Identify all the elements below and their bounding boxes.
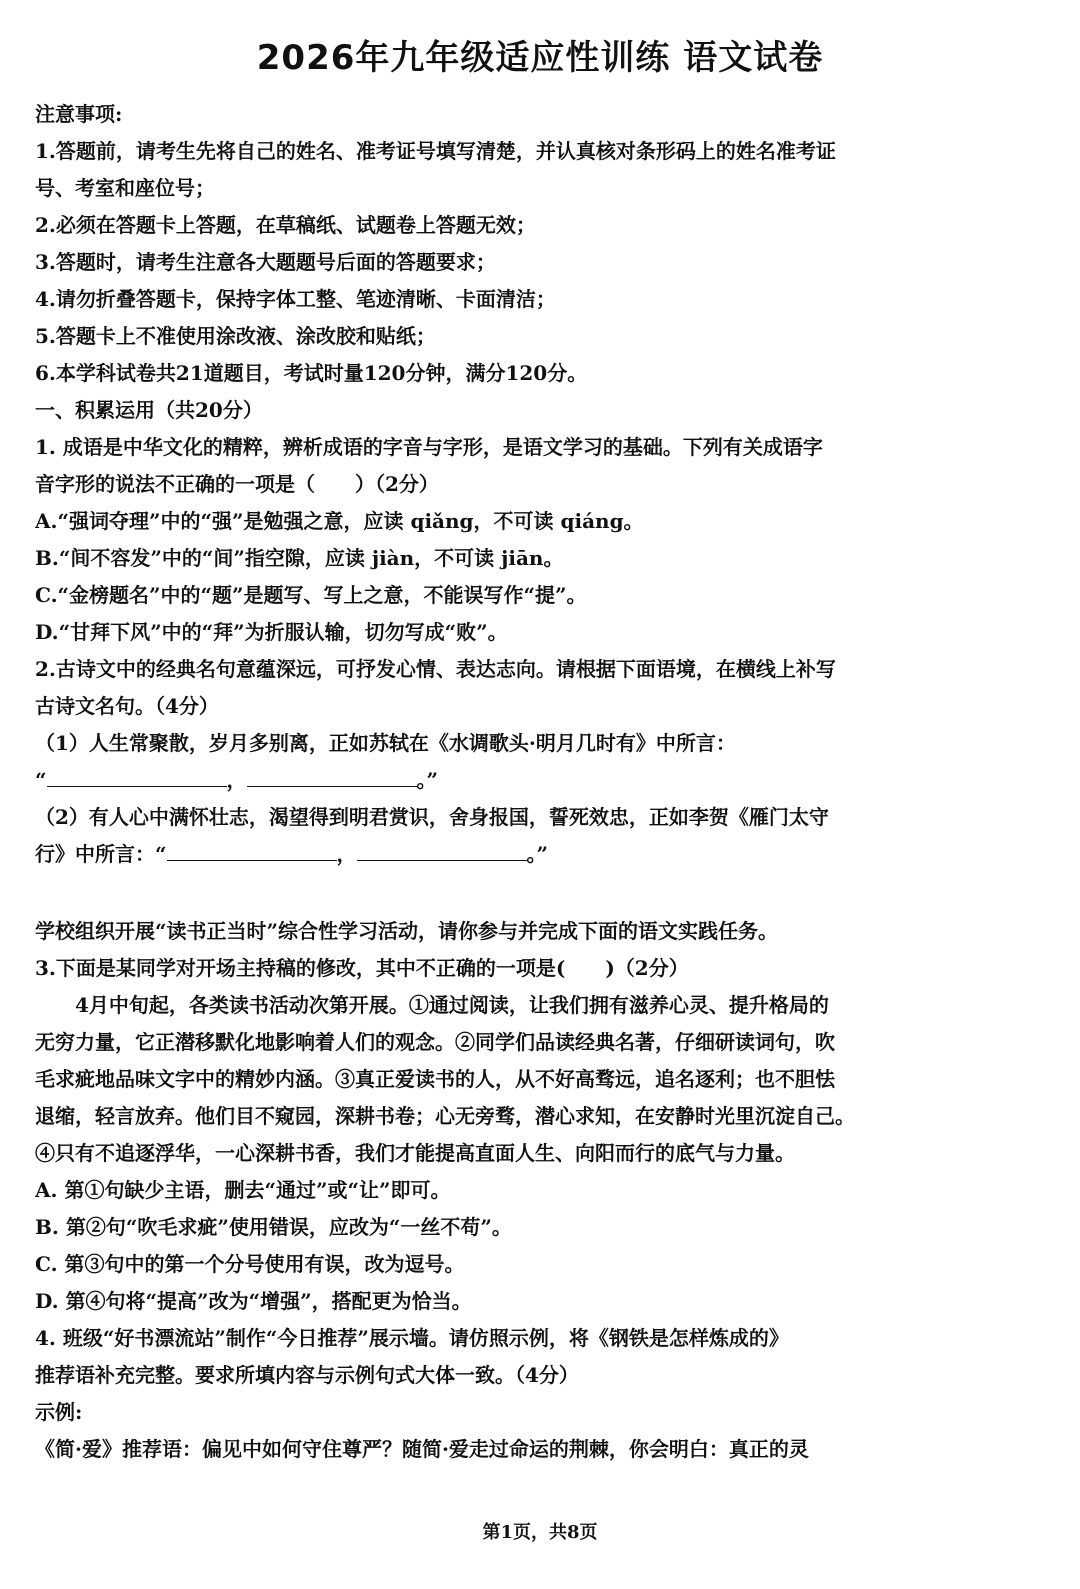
q3-option-a: A. 第①句缺少主语，删去“通过”或“让”即可。 <box>35 1178 451 1202</box>
answer-blank[interactable] <box>47 786 227 787</box>
q3-passage-line: 无穷力量，它正潜移默化地影响着人们的观念。②同学们品读经典名著，仔细研读词句，吹 <box>35 1030 835 1054</box>
q4-example: 《简·爱》推荐语：偏见中如何守住尊严？随简·爱走过命运的荆棘，你会明白：真正的灵 <box>35 1437 809 1461</box>
q3-option-d: D. 第④句将“提高”改为“增强”，搭配更为恰当。 <box>35 1289 472 1313</box>
page-number: 第1页，共8页 <box>482 1522 598 1543</box>
q2-part2: （2）有人心中满怀壮志，渴望得到明君赏识，舍身报国，誓死效忠，正如李贺《雁门太守 <box>35 805 829 829</box>
q4-stem: 推荐语补充完整。要求所填内容与示例句式大体一致。（4分） <box>35 1363 579 1387</box>
q4-stem: 4. 班级“好书漂流站”制作“今日推荐”展示墙。请仿照示例，将《钢铁是怎样炼成的》 <box>35 1326 789 1350</box>
q1-option-d: D.“甘拜下风”中的“拜”为折服认输，切勿写成“败”。 <box>35 620 508 644</box>
notice-item: 6.本学科试卷共21道题目，考试时量120分钟，满分120分。 <box>35 361 588 385</box>
section-heading: 一、积累运用（共20分） <box>35 398 263 422</box>
answer-blank[interactable] <box>357 860 527 861</box>
answer-blank[interactable] <box>247 786 417 787</box>
q2-stem: 古诗文名句。（4分） <box>35 694 219 718</box>
q2-part1-answer-line: “ ， 。” <box>35 768 439 792</box>
notice-item: 4.请勿折叠答题卡，保持字体工整、笔迹清晰、卡面清洁； <box>35 287 556 311</box>
notice-item: 2.必须在答题卡上答题，在草稿纸、试题卷上答题无效； <box>35 213 536 237</box>
notice-item: 5.答题卡上不准使用涂改液、涂改胶和贴纸； <box>35 324 436 348</box>
notice-heading: 注意事项: <box>35 102 123 126</box>
q3-option-b: B. 第②句“吹毛求疵”使用错误，应改为“一丝不苟”。 <box>35 1215 512 1239</box>
q1-option-b: B.“间不容发”中的“间”指空隙，应读 jiàn，不可读 jiān。 <box>35 546 564 570</box>
q4-example-label: 示例: <box>35 1400 83 1424</box>
exam-content <box>35 96 1045 1468</box>
q3-passage-line: ④只有不追逐浮华，一心深耕书香，我们才能提高直面人生、向阳而行的底气与力量。 <box>35 1141 795 1165</box>
notice-item: 号、考室和座位号； <box>35 176 215 200</box>
q3-option-c: C. 第③句中的第一个分号使用有误，改为逗号。 <box>35 1252 465 1276</box>
notice-item: 3.答题时，请考生注意各大题题号后面的答题要求； <box>35 250 496 274</box>
q2-stem: 2.古诗文中的经典名句意蕴深远，可抒发心情、表达志向。请根据下面语境，在横线上补写 <box>35 657 836 681</box>
activity-intro: 学校组织开展“读书正当时”综合性学习活动，请你参与并完成下面的语文实践任务。 <box>35 919 779 943</box>
q3-passage-line: 4月中旬起，各类读书活动次第开展。①通过阅读，让我们拥有滋养心灵、提升格局的 <box>75 993 829 1017</box>
q1-stem: 音字形的说法不正确的一项是（ ）（2分） <box>35 472 439 496</box>
q1-option-c: C.“金榜题名”中的“题”是题写、写上之意，不能误写作“提”。 <box>35 583 587 607</box>
q2-part1: （1）人生常聚散，岁月多别离，正如苏轼在《水调歌头·明月几时有》中所言： <box>35 731 736 755</box>
q2-part2-answer-line: 行》中所言：“ ， 。” <box>35 842 549 866</box>
q3-stem: 3.下面是某同学对开场主持稿的修改，其中不正确的一项是( )（2分） <box>35 956 689 980</box>
notice-item: 1.答题前，请考生先将自己的姓名、准考证号填写清楚，并认真核对条形码上的姓名准考证 <box>35 139 836 163</box>
exam-title: 2026年九年级适应性训练 语文试卷 <box>256 38 824 78</box>
q1-option-a: A.“强词夺理”中的“强”是勉强之意，应读 qiǎng，不可读 qiáng。 <box>35 509 644 533</box>
q1-stem: 1. 成语是中华文化的精粹，辨析成语的字音与字形，是语文学习的基础。下列有关成语字 <box>35 435 823 459</box>
q3-passage-line: 毛求疵地品味文字中的精妙内涵。③真正爱读书的人，从不好高骛远，追名逐利；也不胆怯 <box>35 1067 835 1091</box>
answer-blank[interactable] <box>167 860 337 861</box>
q3-passage-line: 退缩，轻言放弃。他们目不窥园，深耕书卷；心无旁骛，潜心求知，在安静时光里沉淀自己。 <box>35 1104 855 1128</box>
